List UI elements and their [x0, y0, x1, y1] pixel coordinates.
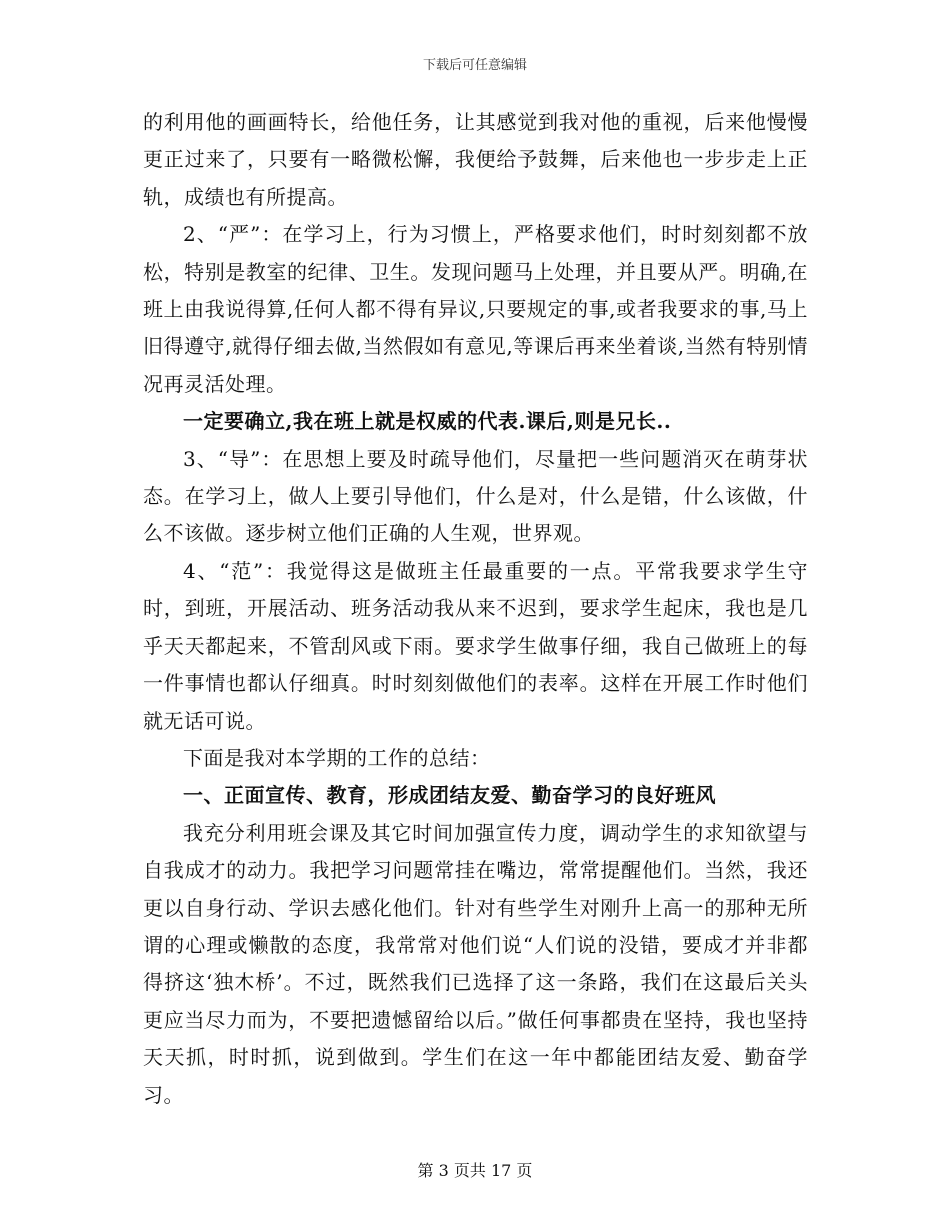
paragraph-4: 3、“导”：在思想上要及时疏导他们，尽量把一些问题消灭在萌芽状态。在学习上，做人上要引导他们，什么是对，什么是错，什么该做，什么不该做。逐步树立他们正确的人生观，世界观。 [143, 446, 808, 546]
paragraph-3-bold: 一定要确立,我在班上就是权威的代表.课后,则是兄长.. [183, 409, 672, 434]
page-footer: 第 3 页共 17 页 [417, 1161, 533, 1180]
paragraph-2: 2、“严”：在学习上，行为习惯上，严格要求他们，时时刻刻都不放松，特别是教室的纪律、卫生。发现问题马上处理，并且要从严。明确,在班上由我说得算,任何人都不得有异议,只要规定的事,或者我要求的事,马上旧得遵守,就得仔细去做,当然假如有意见,等课后再来坐着谈,当然有特别情况再灵活处理。 [143, 222, 808, 396]
paragraph-6: 下面是我对本学期的工作的总结： [183, 745, 491, 770]
paragraph-5: 4、“范”：我觉得这是做班主任最重要的一点。平常我要求学生守时，到班，开展活动、班务活动我从来不迟到，要求学生起床，我也是几乎天天都起来，不管刮风或下雨。要求学生做事仔细，我自己做班上的每一件事情也都认仔细真。时时刻刻做他们的表率。这样在开展工作时他们就无话可说。 [143, 558, 808, 733]
paragraph-1: 的利用他的画画特长，给他任务，让其感觉到我对他的重视，后来他慢慢更正过来了，只要有一略微松懈，我便给予鼓舞，后来他也一步步走上正轨，成绩也有所提高。 [143, 110, 808, 209]
paragraph-8: 我充分利用班会课及其它时间加强宣传力度，调动学生的求知欲望与自我成才的动力。我把学习问题常挂在嘴边，常常提醒他们。当然，我还更以自身行动、学识去感化他们。针对有些学生对刚升上高一的那种无所谓的心理或懒散的态度，我常常对他们说“人们说的没错，要成才并非都得挤这‘独木桥’。不过，既然我们已选择了这一条路，我们在这最后关头更应当尽力而为，不要把遗憾留给以后。”做任何事都贵在坚持，我也坚持天天抓，时时抓，说到做到。学生们在这一年中都能团结友爱、勤奋学习。 [143, 820, 808, 1107]
section-heading: 一、正面宣传、教育，形成团结友爱、勤奋学习的良好班风 [183, 783, 716, 808]
document-body [143, 104, 808, 1114]
page-header: 下载后可任意编辑 [422, 58, 527, 73]
